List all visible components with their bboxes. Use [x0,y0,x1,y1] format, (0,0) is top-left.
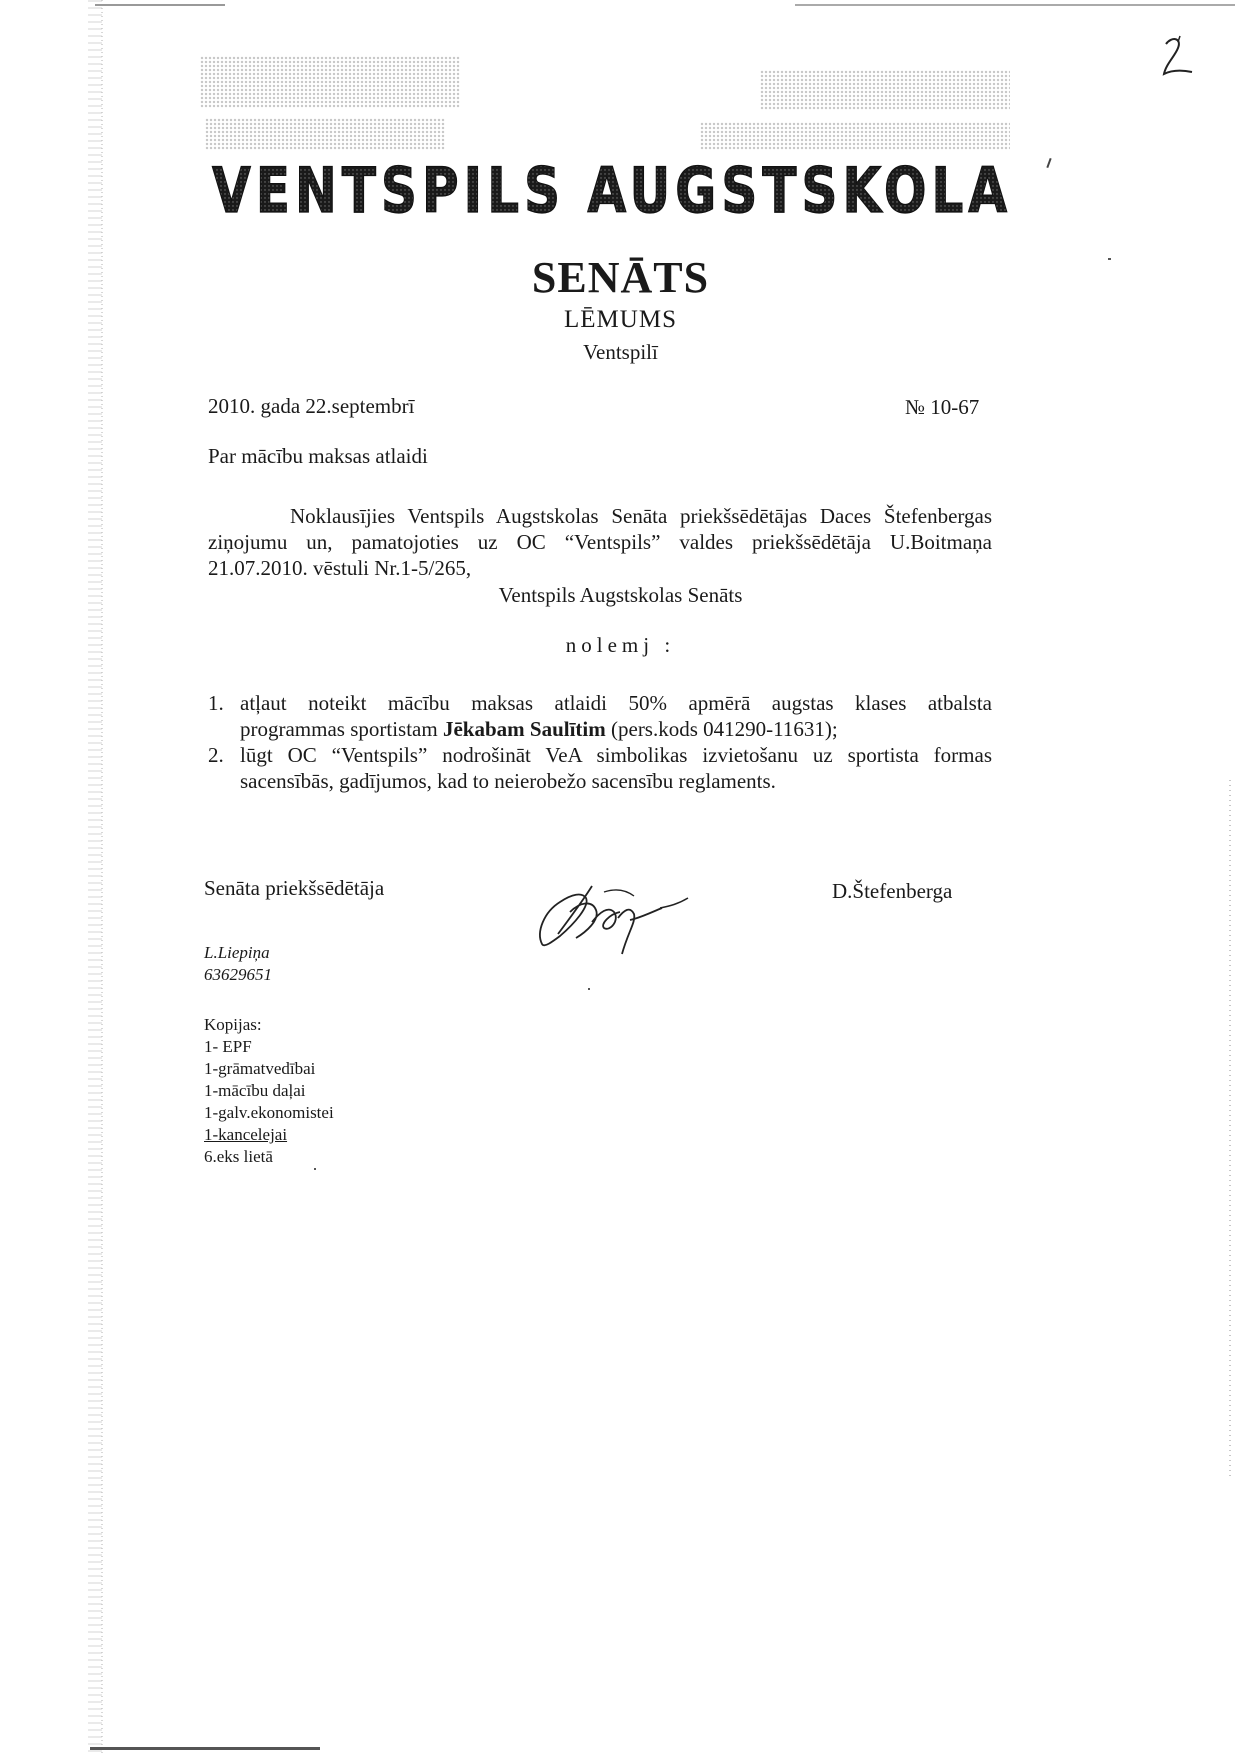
athlete-name: Jēkabam Saulītim [442,717,606,741]
decision-item-number: 2. [208,743,224,767]
preparer-phone: 63629651 [204,965,272,984]
decision-item-line [240,716,992,742]
decision-item-text: (pers.kods 041290-11631); [605,717,838,741]
decision-number: № 10-67 [905,395,980,419]
decision-word: nolemj : [565,633,676,657]
handwritten-page-mark [1158,34,1198,82]
preamble-line: 21.07.2010. vēstuli Nr.1-5/265, [208,556,472,580]
copy-recipient: 1-kancelejai [204,1125,288,1144]
decision-item-line: lūgt OC “Ventspils” nodrošināt VeA simbolikas izvietošanu uz sportista formas [240,743,992,767]
decision-item-line: sacensībās, gadījumos, kad to neierobežo sacensību reglaments. [240,769,776,793]
preamble-paragraph [208,503,992,581]
scan-halftone-right [760,70,1010,110]
document-type: LĒMUMS [564,306,677,333]
decision-item [208,690,992,742]
decision-actor: Ventspils Augstskolas Senāts [498,583,743,607]
scan-speck [588,988,590,990]
copy-recipient: 6.eks lietā [204,1147,273,1166]
copies-heading: Kopijas: [204,1015,262,1034]
preparer-name: L.Liepiņa [204,943,270,962]
scan-speck [314,1168,316,1170]
senate-title: SENĀTS [531,253,710,302]
decision-item-text: programmas sportistam [240,717,443,741]
decision-date: 2010. gada 22.septembrī [208,394,415,418]
preparer-block [204,942,272,986]
scan-halftone-left-lower [205,118,445,150]
scan-edge-top [95,4,1235,6]
decision-item [208,742,992,794]
preamble-line: ziņojumu un, pamatojoties uz OC “Ventspils” valdes priekšsēdētāja U.Boitmaņa [208,530,992,554]
scan-halftone-left [200,56,460,108]
scan-edge-bottom [90,1747,320,1750]
handwritten-signature [530,862,710,972]
institution-logo [207,154,1017,227]
decisions-list [208,690,992,794]
decision-item-line: atļaut noteikt mācību maksas atlaidi 50% apmērā augstas klases atbalsta [240,691,992,715]
scan-speck [1108,258,1111,260]
preamble-line: Noklausījies Ventspils Augstskolas Senāta priekšsēdētājas Daces Štefenbergas [290,504,992,528]
scan-speck [1046,158,1051,168]
decision-item-number: 1. [208,691,224,715]
copy-recipient: 1-grāmatvedībai [204,1059,316,1078]
copy-recipient: 1-mācību daļai [204,1081,306,1100]
institution-logo-text: VENTSPILS AUGSTSKOLA [212,154,1012,227]
signatory-role: Senāta priekšsēdētāja [204,876,385,900]
copy-recipient: 1-galv.ekonomistei [204,1103,334,1122]
decision-subject: Par mācību maksas atlaidi [208,444,428,468]
handwritten-page-mark-label: 2 [1158,34,1159,35]
place-of-issue: Ventspilī [583,340,658,364]
signatory-name: D.Štefenberga [832,879,953,903]
scan-halftone-right-lower [700,122,1010,150]
scan-edge-right [1229,780,1231,1480]
copies-block [204,1014,334,1168]
copy-recipient: 1- EPF [204,1037,252,1056]
